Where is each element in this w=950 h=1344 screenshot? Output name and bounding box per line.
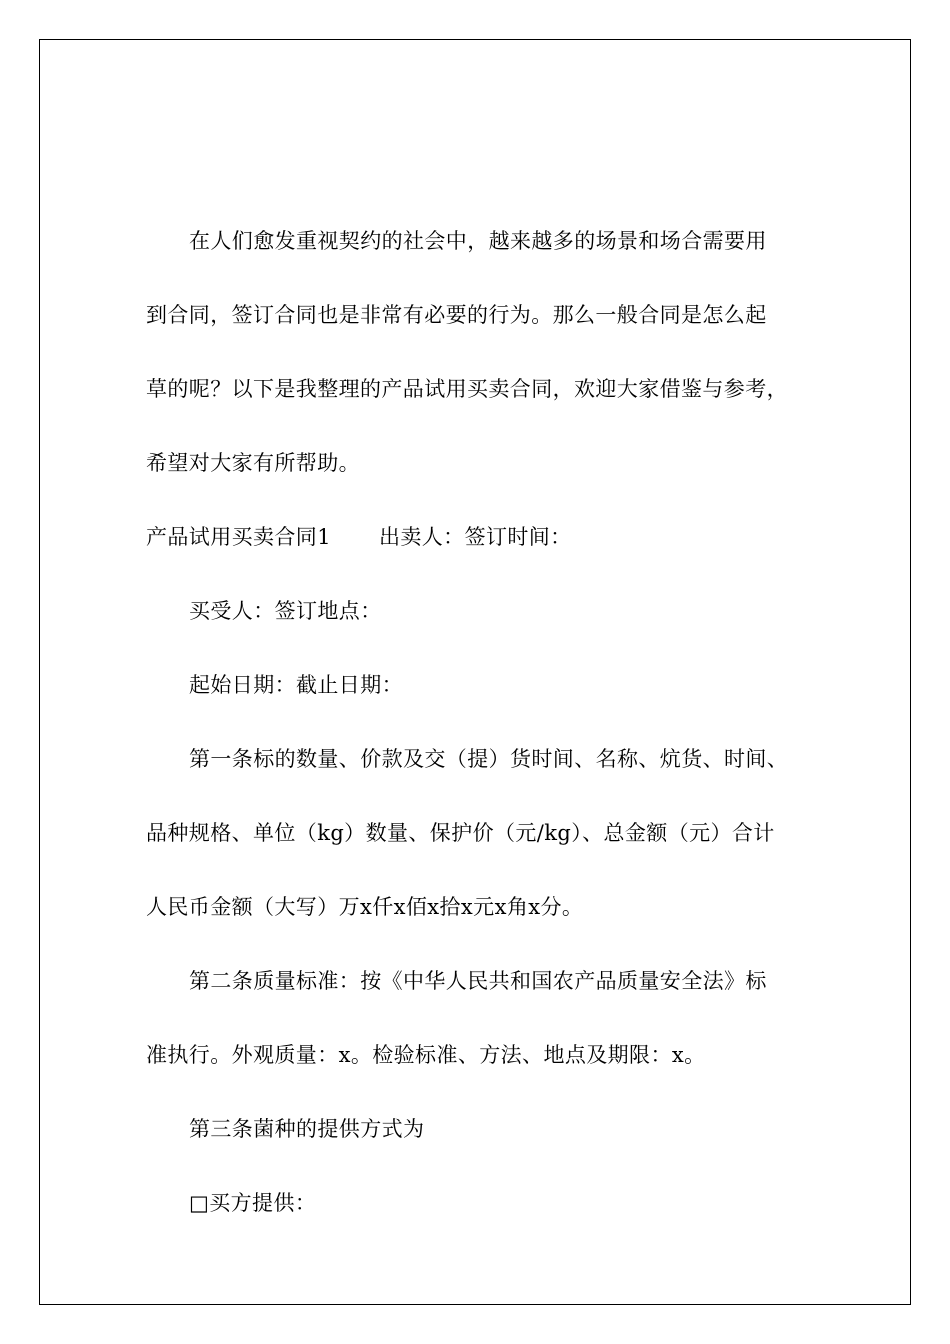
date-field: 起始日期：截止日期： [189, 673, 403, 697]
article3-line: 第三条菌种的提供方式为 [189, 1117, 425, 1141]
article1-line-1: 第一条标的数量、价款及交（提）货时间、名称、炕货、时间、 [189, 747, 789, 771]
article2-line-2: 准执行。外观质量：x。检验标准、方法、地点及期限：x。 [146, 1043, 706, 1067]
intro-line-1: 在人们愈发重视契约的社会中，越来越多的场景和场合需要用 [189, 229, 767, 253]
intro-line-2: 到合同，签订合同也是非常有必要的行为。那么一般合同是怎么起 [146, 303, 767, 327]
article2-line-1: 第二条质量标准：按《中华人民共和国农产品质量安全法》标 [189, 969, 767, 993]
contract-title: 产品试用买卖合同1 [146, 525, 331, 549]
seller-field: 出卖人：签订时间： [378, 525, 572, 549]
buyer-field: 买受人：签订地点： [189, 599, 382, 623]
option-buyer-provided: □买方提供： [189, 1191, 317, 1215]
intro-line-3: 草的呢？以下是我整理的产品试用买卖合同，欢迎大家借鉴与参考， [146, 377, 788, 401]
document-body [146, 204, 811, 1240]
intro-line-4: 希望对大家有所帮助。 [146, 451, 360, 475]
contract-heading-line [146, 500, 811, 574]
article1-line-2: 品种规格、单位（kg）数量、保护价（元/kg）、总金额（元）合计 [146, 821, 775, 845]
article1-line-3: 人民币金额（大写）万x仟x佰x拾x元x角x分。 [146, 895, 584, 919]
